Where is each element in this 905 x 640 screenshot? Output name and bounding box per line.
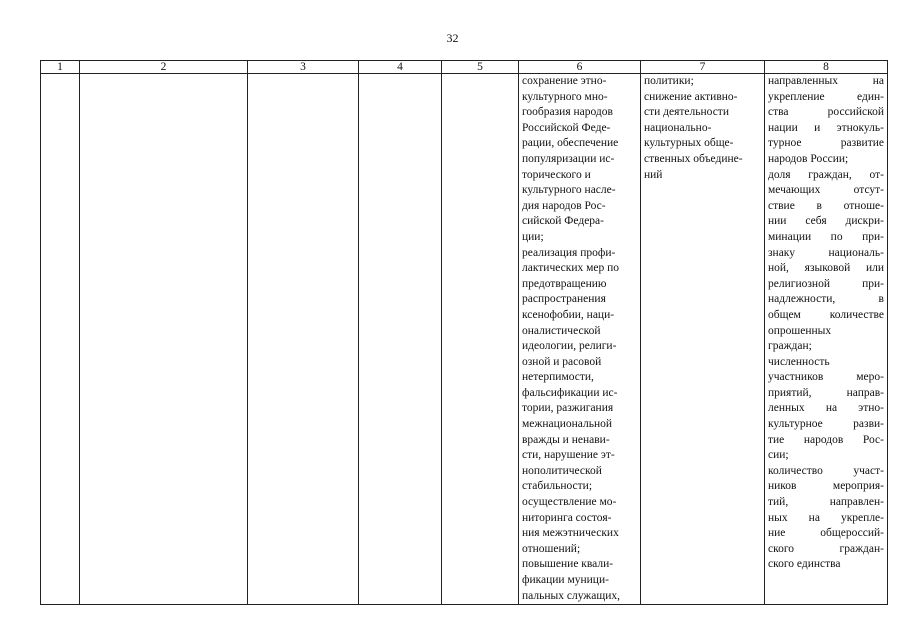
cell-text-line: участников меро- [768, 371, 884, 384]
cell-text-line: ского единства [768, 558, 841, 571]
cell-text-line: нации и этнокуль- [768, 121, 884, 134]
col-header-5: 5 [442, 61, 519, 74]
cell-text-line: торического и [522, 168, 591, 181]
cell-text-line: сти деятельности [644, 106, 729, 119]
cell-text-line: культурного мно- [522, 90, 608, 103]
cell-text-line: предотвращению [522, 277, 607, 290]
cell-text-line: межнациональной [522, 418, 613, 431]
cell-text-line: сти, нарушение эт- [522, 449, 615, 462]
cell-text-line: рации, обеспечение [522, 137, 619, 150]
cell-text-line: доля граждан, от- [768, 168, 884, 181]
cell-text-line: сии; [768, 449, 789, 462]
col-header-6: 6 [519, 61, 641, 74]
cell-col-1 [41, 74, 80, 605]
cell-col-2 [80, 74, 248, 605]
cell-text-line: ний [644, 168, 663, 181]
cell-text-line: фальсификации ис- [522, 386, 618, 399]
cell-text-line: ственных объедине- [644, 152, 743, 165]
cell-text-line: надлежности, в [768, 293, 884, 306]
cell-text-line: популяризации ис- [522, 152, 615, 165]
col-header-1: 1 [41, 61, 80, 74]
cell-text-line: ной, языковой или [768, 262, 884, 275]
page-number: 32 [446, 31, 459, 45]
cell-text-line: гообразия народов [522, 106, 613, 119]
cell-text-line: тий, направлен- [768, 496, 884, 509]
cell-text-line: пальных служащих, [522, 589, 620, 602]
cell-text-line: лактических мер по [522, 262, 620, 275]
cell-text-line: знаку националь- [768, 246, 884, 259]
cell-text-line: религиозной при- [768, 277, 884, 290]
col-header-2: 2 [80, 61, 248, 74]
cell-text-line: приятий, направ- [768, 386, 884, 399]
cell-col-4 [359, 74, 442, 605]
cell-text-line: общем количестве [768, 308, 884, 321]
cell-text-line: опрошенных [768, 324, 832, 337]
cell-text-line: турное развитие [768, 137, 884, 150]
cell-text-line: культурных обще- [644, 137, 734, 150]
cell-text-line: культурное разви- [768, 418, 884, 431]
cell-text-line: ников мероприя- [768, 480, 884, 493]
cell-text-line: ленных на этно- [768, 402, 884, 415]
cell-text-line: стабильности; [522, 480, 593, 493]
cell-text-line: ствие в отноше- [768, 199, 884, 212]
cell-text-line: народов России; [768, 152, 849, 165]
cell-col-3 [248, 74, 359, 605]
cell-text-line: ных на укрепле- [768, 511, 884, 524]
cell-text-line: минации по при- [768, 230, 884, 243]
cell-text-line: укрепление един- [768, 90, 884, 103]
cell-text-line: сийской Федера- [522, 215, 604, 228]
cell-text-line: дия народов Рос- [522, 199, 606, 212]
cell-text-line: граждан; [768, 340, 812, 353]
cell-text-line: национально- [644, 121, 712, 134]
measures-table [40, 60, 888, 605]
cell-text-line: осуществление мо- [522, 496, 617, 509]
cell-text-line: ства российской [768, 106, 884, 119]
cell-text-line: сохранение этно- [522, 75, 607, 87]
cell-text-line: вражды и ненави- [522, 433, 610, 446]
table-row [41, 74, 888, 605]
cell-text-line: культурного насле- [522, 184, 616, 197]
col-header-8: 8 [765, 61, 888, 74]
cell-text-line: ния межэтнических [522, 527, 619, 540]
cell-text-line: тории, разжигания [522, 402, 614, 415]
cell-text-line: фикации муници- [522, 574, 609, 586]
cell-text-line: тие народов Рос- [768, 433, 884, 446]
cell-text-line: Российской Феде- [522, 121, 611, 134]
col-header-3: 3 [248, 61, 359, 74]
cell-text-line: политики; [644, 75, 694, 87]
cell-text-line: отношений; [522, 542, 581, 555]
cell-text-line: ние общероссий- [768, 527, 884, 540]
cell-text-line: ксенофобии, наци- [522, 308, 615, 321]
col-header-4: 4 [359, 61, 442, 74]
cell-text-line: направленных на [768, 75, 884, 87]
cell-text-line: ниторинга состоя- [522, 511, 612, 524]
cell-text-line: реализация профи- [522, 246, 616, 259]
cell-text-line: идеологии, религи- [522, 340, 617, 353]
cell-text-line: ского граждан- [768, 542, 884, 555]
cell-text-line: нии себя дискри- [768, 215, 884, 228]
cell-text-line: численность [768, 355, 830, 368]
cell-col-6-tasks [519, 74, 641, 605]
cell-col-8-targets [765, 74, 888, 605]
cell-text-line: мечающих отсут- [768, 184, 884, 197]
cell-col-7-indicators [641, 74, 765, 605]
cell-text-line: нетерпимости, [522, 371, 594, 384]
col-header-7: 7 [641, 61, 765, 74]
cell-text-line: снижение активно- [644, 90, 738, 103]
cell-text-line: распространения [522, 293, 606, 306]
cell-text-line: оналистической [522, 324, 601, 337]
cell-text-line: нополитической [522, 464, 602, 477]
cell-col-5 [442, 74, 519, 605]
cell-text-line: озной и расовой [522, 355, 602, 368]
cell-text-line: ции; [522, 230, 544, 243]
header-row [41, 61, 888, 74]
cell-text-line: количество участ- [768, 464, 884, 477]
cell-text-line: повышение квали- [522, 558, 614, 571]
